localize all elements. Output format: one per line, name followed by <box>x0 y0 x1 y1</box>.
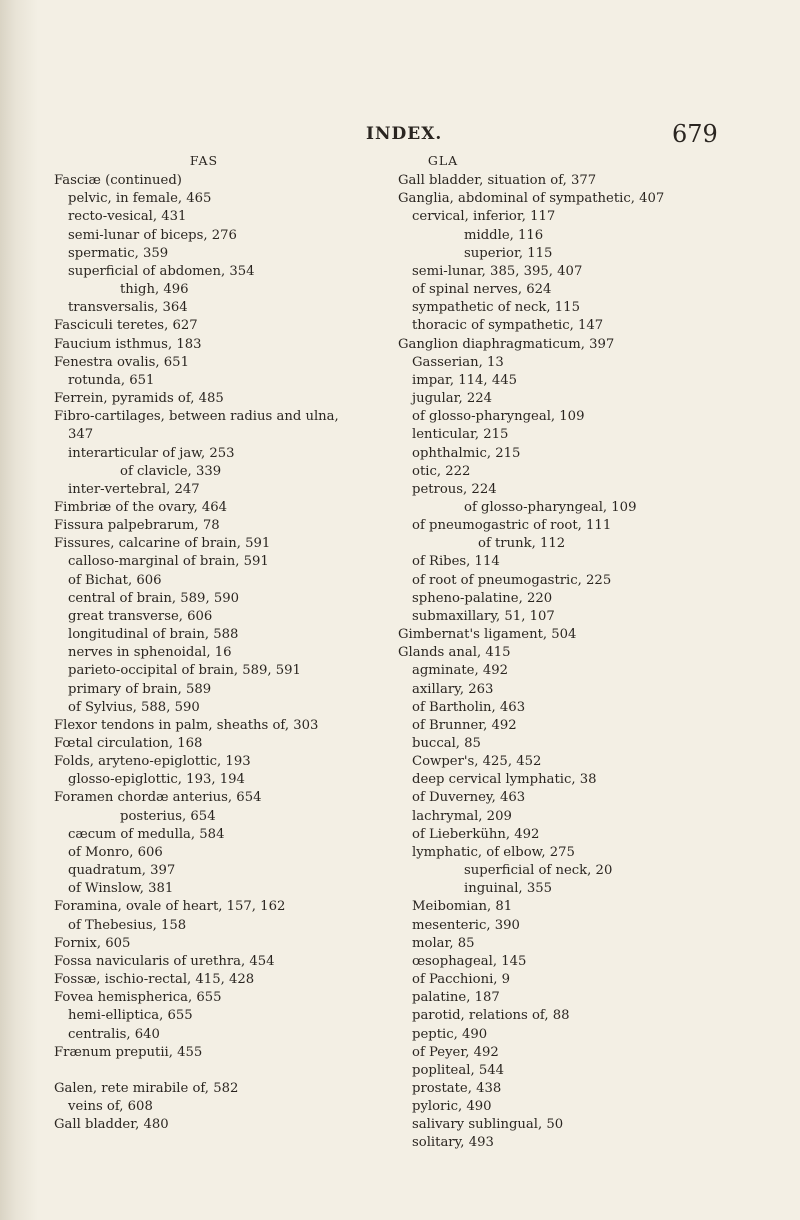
index-entry: Fibro-cartilages, between radius and ulna, <box>54 409 339 425</box>
index-entry: Flexor tendons in palm, sheaths of, 303 <box>54 717 319 733</box>
index-entry: pelvic, in female, 465 <box>68 191 212 207</box>
index-entry: lenticular, 215 <box>412 427 509 443</box>
index-entry: otic, 222 <box>412 463 471 479</box>
index-entry: of Duverney, 463 <box>412 790 526 806</box>
index-entry: of spinal nerves, 624 <box>412 282 552 298</box>
right-column <box>398 152 758 1153</box>
index-entry: transversalis, 364 <box>68 300 188 316</box>
index-entry: Ferrein, pyramids of, 485 <box>54 391 224 407</box>
index-entry: Fimbriæ of the ovary, 464 <box>54 499 228 515</box>
index-entry: cervical, inferior, 117 <box>412 209 556 225</box>
page-header <box>0 120 800 150</box>
index-entry: deep cervical lymphatic, 38 <box>412 772 597 788</box>
index-entry: of trunk, 112 <box>478 536 566 552</box>
index-entry: Gasserian, 13 <box>412 354 504 370</box>
index-entry: of Monro, 606 <box>68 844 163 860</box>
index-entry: inter-vertebral, 247 <box>68 481 200 497</box>
index-entry: mesenteric, 390 <box>412 917 520 933</box>
index-entry: of glosso-pharyngeal, 109 <box>412 409 585 425</box>
index-entry: veins of, 608 <box>68 1098 153 1114</box>
index-entry: buccal, 85 <box>412 736 481 751</box>
index-entry: superficial of neck, 20 <box>464 863 613 879</box>
index-entry: of pneumogastric of root, 111 <box>412 518 612 534</box>
index-entry: 347 <box>68 427 94 443</box>
index-entry: Gall bladder, 480 <box>54 1117 169 1133</box>
index-entry: superficial of abdomen, 354 <box>68 263 255 279</box>
index-entry: Foramen chordæ anterius, 654 <box>54 790 262 806</box>
index-entry: rotunda, 651 <box>68 372 155 388</box>
index-entry: Meibomian, 81 <box>412 899 513 915</box>
index-entry: Fasciculi teretes, 627 <box>54 318 198 334</box>
index-entry: Foramina, ovale of heart, 157, 162 <box>54 899 286 915</box>
right-entries-list <box>398 172 758 1152</box>
index-entry: of Winslow, 381 <box>68 881 174 897</box>
index-entry: Fasciæ (continued) <box>54 173 182 189</box>
index-entry: calloso-marginal of brain, 591 <box>68 554 269 570</box>
index-entry: central of brain, 589, 590 <box>68 590 239 606</box>
index-entry: œsophageal, 145 <box>412 953 527 969</box>
index-entry: Fissures, calcarine of brain, 591 <box>54 536 271 552</box>
index-entry: of root of pneumogastric, 225 <box>412 572 612 588</box>
index-entry: thoracic of sympathetic, 147 <box>412 318 604 334</box>
index-entry: molar, 85 <box>412 935 475 951</box>
index-entry: Fissura palpebrarum, 78 <box>54 518 220 534</box>
index-entry: Cowper's, 425, 452 <box>412 754 542 770</box>
index-entry: of clavicle, 339 <box>120 463 222 479</box>
index-entry: Folds, aryteno-epiglottic, 193 <box>54 754 251 770</box>
index-entry: lachrymal, 209 <box>412 808 512 824</box>
index-entry: Frænum preputii, 455 <box>54 1044 203 1060</box>
index-entry: interarticular of jaw, 253 <box>68 445 235 461</box>
index-entry: axillary, 263 <box>412 681 494 697</box>
index-entry: Fossæ, ischio-rectal, 415, 428 <box>54 972 255 988</box>
index-entry: superior, 115 <box>464 245 553 261</box>
index-entry: of Sylvius, 588, 590 <box>68 699 200 715</box>
right-guide-word: GLA <box>427 153 459 168</box>
index-entry: inguinal, 355 <box>464 881 552 897</box>
index-entry: parieto-occipital of brain, 589, 591 <box>68 663 301 679</box>
left-entries-list <box>54 172 394 1134</box>
index-entry: spheno-palatine, 220 <box>412 590 553 606</box>
page-number: 679 <box>672 120 718 148</box>
index-entry: Fenestra ovalis, 651 <box>54 354 189 370</box>
index-entry: ophthalmic, 215 <box>412 445 521 461</box>
index-entry: jugular, 224 <box>412 391 493 407</box>
index-entry: Gall bladder, situation of, 377 <box>398 173 597 189</box>
index-entry: of Brunner, 492 <box>412 717 517 733</box>
index-entry: petrous, 224 <box>412 481 497 497</box>
index-entry: of Lieberkühn, 492 <box>412 826 540 842</box>
index-entry: nerves in sphenoidal, 16 <box>68 645 232 661</box>
index-entry: primary of brain, 589 <box>68 681 212 697</box>
index-entry: great transverse, 606 <box>68 608 213 624</box>
index-entry: Galen, rete mirabile of, 582 <box>54 1080 239 1096</box>
index-entry: Glands anal, 415 <box>398 645 511 661</box>
index-entry: of Bichat, 606 <box>68 572 162 588</box>
index-entry: Gimbernat's ligament, 504 <box>398 627 577 643</box>
left-guide-word: FAS <box>189 153 219 168</box>
index-title: INDEX. <box>366 124 443 144</box>
index-entry: posterius, 654 <box>120 808 216 824</box>
index-entry: Faucium isthmus, 183 <box>54 336 202 352</box>
index-entry: salivary sublingual, 50 <box>412 1117 564 1133</box>
index-entry: centralis, 640 <box>68 1026 160 1042</box>
index-entry: Fossa navicularis of urethra, 454 <box>54 953 275 969</box>
index-entry: pyloric, 490 <box>412 1099 492 1115</box>
index-entry: spermatic, 359 <box>68 245 169 261</box>
index-entry: semi-lunar of biceps, 276 <box>68 227 237 243</box>
index-entry: peptic, 490 <box>412 1026 488 1042</box>
index-entry: solitary, 493 <box>412 1135 494 1151</box>
index-entry: thigh, 496 <box>120 282 189 298</box>
index-entry: semi-lunar, 385, 395, 407 <box>412 263 583 279</box>
index-entry: Fœtal circulation, 168 <box>54 736 203 751</box>
index-entry: Fovea hemispherica, 655 <box>54 990 222 1006</box>
index-entry: of Pacchioni, 9 <box>412 972 511 988</box>
index-entry: parotid, relations of, 88 <box>412 1008 570 1024</box>
index-entry: palatine, 187 <box>412 990 500 1006</box>
index-entry: of Ribes, 114 <box>412 554 500 570</box>
index-entry: of Peyer, 492 <box>412 1044 499 1060</box>
index-entry: hemi-elliptica, 655 <box>68 1008 193 1024</box>
index-entry: Ganglion diaphragmaticum, 397 <box>398 336 615 352</box>
index-entry: agminate, 492 <box>412 663 509 679</box>
index-entry: prostate, 438 <box>412 1080 502 1096</box>
index-entry: quadratum, 397 <box>68 863 176 879</box>
index-entry: popliteal, 544 <box>412 1062 504 1078</box>
left-column <box>54 152 394 1134</box>
index-entry: lymphatic, of elbow, 275 <box>412 844 575 860</box>
index-entry: sympathetic of neck, 115 <box>412 300 580 316</box>
index-entry: Fornix, 605 <box>54 935 131 951</box>
index-entry: recto-vesical, 431 <box>68 209 187 225</box>
page-binding-edge <box>0 0 38 1220</box>
index-entry: of Bartholin, 463 <box>412 699 526 715</box>
index-entry: middle, 116 <box>464 227 544 243</box>
index-entry: of Thebesius, 158 <box>68 917 187 933</box>
index-entry: of glosso-pharyngeal, 109 <box>464 499 637 515</box>
index-entry: glosso-epiglottic, 193, 194 <box>68 772 245 788</box>
index-entry: submaxillary, 51, 107 <box>412 608 555 624</box>
index-entry: longitudinal of brain, 588 <box>68 627 239 643</box>
index-entry: impar, 114, 445 <box>412 372 517 388</box>
index-entry: Ganglia, abdominal of sympathetic, 407 <box>398 191 665 207</box>
index-entry: cæcum of medulla, 584 <box>68 826 225 842</box>
